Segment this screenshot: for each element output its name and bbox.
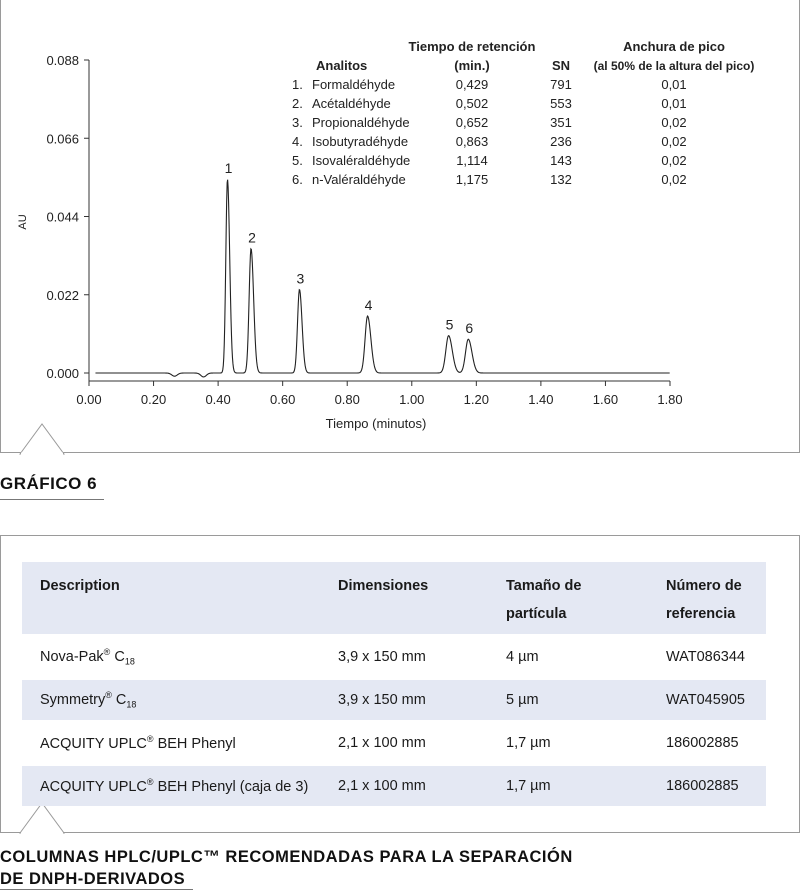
cell-description: [22, 765, 320, 807]
header-reference-line2: referencia: [666, 606, 736, 622]
cell-description: [22, 679, 320, 722]
legend-row-analyte: Formaldéhyde: [312, 77, 396, 92]
legend-row-rt: 0,652: [455, 115, 489, 130]
chart-caption: GRÁFICO 6: [0, 474, 98, 493]
cell-reference: 186002885: [648, 765, 766, 807]
chart-caption-rule: [0, 499, 104, 500]
header-dimensions: Dimensiones: [338, 578, 429, 594]
cell-description: [22, 636, 320, 679]
x-tick-label: 0.40: [205, 392, 231, 407]
legend-row-width: 0,01: [661, 77, 687, 92]
column-name-tail: BEH Phenyl (caja de 3): [153, 778, 309, 795]
legend-row-width: 0,02: [661, 134, 687, 149]
x-tick-label: 1.00: [399, 392, 425, 407]
chromatogram-trace: [95, 180, 669, 377]
registered-mark: ®: [146, 734, 154, 745]
column-name-tail: BEH Phenyl: [153, 735, 236, 752]
peak-label: 3: [296, 270, 305, 287]
cell-dimensions: 2,1 x 100 mm: [320, 765, 488, 807]
column-name-tail: C: [111, 691, 127, 708]
legend-row-sn: 553: [550, 96, 572, 111]
legend-row-sn: 791: [550, 77, 572, 92]
legend-row-analyte: n-Valéraldéhyde: [312, 172, 406, 187]
analyte-legend: [292, 39, 754, 187]
cell-dimensions: 3,9 x 150 mm: [320, 679, 488, 722]
table-caption: [0, 846, 573, 890]
x-tick-label: 0.80: [334, 392, 360, 407]
legend-row-number: 5.: [292, 153, 303, 168]
column-name-tail: C: [110, 648, 125, 665]
legend-header-analyte: Analitos: [316, 58, 368, 73]
legend-row-rt: 0,863: [455, 134, 489, 149]
x-tick-label: 1.20: [463, 392, 489, 407]
x-tick-label: 0.60: [270, 392, 296, 407]
legend-row-rt: 1,175: [455, 172, 489, 187]
cell-dimensions: 3,9 x 150 mm: [320, 636, 488, 679]
table-row: [22, 722, 766, 765]
y-tick-label: 0.022: [46, 287, 79, 303]
legend-header-width-sub: (al 50% de la altura del pico): [593, 59, 755, 73]
cell-dimensions: 2,1 x 100 mm: [320, 722, 488, 765]
legend-header-width: Anchura de pico: [623, 39, 725, 54]
legend-row-number: 2.: [292, 96, 303, 111]
cell-reference: WAT045905: [648, 679, 766, 722]
column-name: Nova-Pak: [40, 648, 104, 665]
legend-row-analyte: Isovaléraldéhyde: [312, 153, 411, 168]
header-reference: [648, 562, 766, 636]
legend-row-sn: 236: [550, 134, 572, 149]
peak-label: 6: [465, 320, 474, 337]
table-row: [22, 679, 766, 722]
cell-particle: 4 µm: [488, 636, 648, 679]
cell-particle: 5 µm: [488, 679, 648, 722]
legend-row-number: 3.: [292, 115, 303, 130]
legend-row-rt: 0,502: [455, 96, 489, 111]
cell-reference: 186002885: [648, 722, 766, 765]
header-particle-line1: Tamaño de: [506, 578, 582, 594]
legend-row-number: 1.: [292, 77, 303, 92]
legend-header-sn: SN: [551, 58, 571, 73]
x-tick-label: 0.20: [140, 392, 167, 407]
cell-particle: 1,7 µm: [488, 722, 648, 765]
table-caption-line2: DE DNPH-DERIVADOS: [0, 870, 186, 888]
registered-mark: ®: [105, 690, 112, 701]
column-name: ACQUITY UPLC: [40, 778, 147, 795]
x-axis-label: Tiempo (minutos): [325, 416, 427, 431]
table-caption-line1: COLUMNAS HPLC/UPLC™ RECOMENDADAS PARA LA SEPARACIÓN: [0, 848, 573, 866]
x-tick-label: 1.40: [528, 392, 554, 407]
columns-table: [22, 562, 766, 806]
legend-row-number: 4.: [292, 134, 303, 149]
header-description: Description: [40, 578, 120, 594]
legend-row-width: 0,01: [661, 96, 687, 111]
table-row: [22, 765, 766, 807]
peak-label: 1: [224, 160, 233, 177]
table-row: [22, 636, 766, 679]
subscript: 18: [124, 656, 135, 667]
registered-mark: ®: [146, 777, 154, 788]
peak-label: 5: [445, 316, 454, 333]
legend-row-width: 0,02: [661, 172, 687, 187]
header-particle-line2: partícula: [506, 606, 567, 622]
x-tick-label: 1.60: [592, 392, 619, 407]
cell-reference: WAT086344: [648, 636, 766, 679]
header-particle: [488, 562, 648, 636]
legend-row-sn: 143: [550, 153, 572, 168]
table-header-row: [22, 562, 766, 636]
x-tick-label: 1.80: [657, 392, 683, 407]
legend-row-rt: 0,429: [455, 77, 489, 92]
header-reference-line1: Número de: [666, 578, 742, 594]
cell-description: [22, 722, 320, 765]
peak-label: 2: [248, 229, 256, 246]
y-tick-label: 0.044: [46, 209, 79, 225]
y-axis-label: AU: [17, 214, 29, 230]
cell-particle: 1,7 µm: [488, 765, 648, 807]
column-name: Symmetry: [40, 691, 106, 708]
legend-row-analyte: Isobutyradéhyde: [312, 134, 409, 149]
y-tick-label: 0.066: [46, 131, 79, 147]
y-tick-label: 0.088: [46, 53, 79, 68]
legend-row-number: 6.: [292, 172, 303, 187]
legend-row-analyte: Acétaldéhyde: [312, 96, 391, 111]
column-name: ACQUITY UPLC: [40, 735, 147, 752]
chart-frame-notch: [20, 424, 64, 454]
legend-row-analyte: Propionaldéhyde: [312, 115, 410, 130]
legend-row-rt: 1,114: [456, 153, 488, 168]
y-tick-label: 0.000: [46, 366, 79, 381]
table-caption-rule: [0, 889, 193, 890]
x-tick-label: 0.00: [76, 392, 102, 407]
peak-label: 4: [364, 297, 373, 314]
legend-row-width: 0,02: [661, 115, 687, 130]
legend-header-rt: Tiempo de retención: [408, 39, 536, 54]
legend-row-sn: 351: [550, 115, 572, 130]
registered-mark: ®: [103, 647, 111, 658]
legend-row-width: 0,02: [661, 153, 687, 168]
legend-row-sn: 132: [550, 172, 572, 187]
legend-header-min: (min.): [454, 58, 490, 73]
subscript: 18: [126, 699, 137, 710]
